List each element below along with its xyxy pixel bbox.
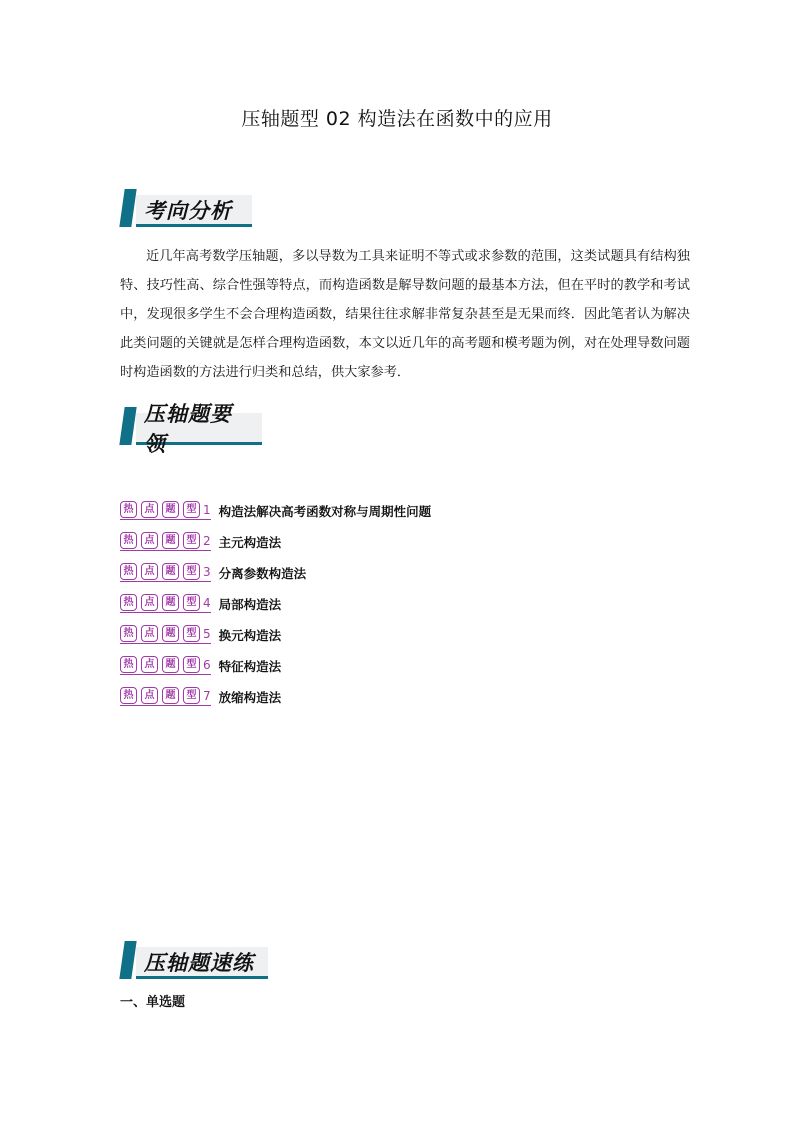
topic-link[interactable] (120, 532, 211, 551)
topic-number: 2 (203, 533, 211, 548)
banner-label: 压轴题要领 (144, 401, 232, 456)
topic-item[interactable] (120, 619, 431, 650)
badge-icon: 题 (162, 563, 179, 580)
topic-item[interactable] (120, 588, 431, 619)
topic-link[interactable] (120, 594, 211, 613)
badge-icon: 热 (120, 625, 137, 642)
badge-icon: 热 (120, 656, 137, 673)
banner-stripe (119, 407, 136, 445)
topic-label: 换元构造法 (218, 627, 282, 643)
banner-label: 压轴题速练 (144, 950, 254, 975)
page-title: 压轴题型 02 构造法在函数中的应用 (241, 108, 553, 130)
badge-icon: 题 (162, 532, 179, 549)
badge-icon: 型 (183, 656, 200, 673)
badge-icon: 型 (183, 625, 200, 642)
badge-icon: 型 (183, 501, 200, 518)
banner-stripe (119, 941, 136, 979)
badge-icon: 热 (120, 563, 137, 580)
badge-icon: 点 (141, 501, 158, 518)
topic-label: 局部构造法 (218, 596, 282, 612)
topic-label: 构造法解决高考函数对称与周期性问题 (218, 503, 432, 519)
topic-item[interactable] (120, 557, 431, 588)
topic-number: 7 (203, 688, 211, 703)
topic-item[interactable] (120, 495, 431, 526)
badge-icon: 点 (141, 532, 158, 549)
badge-icon: 点 (141, 687, 158, 704)
topic-label: 特征构造法 (218, 658, 282, 674)
badge-icon: 点 (141, 563, 158, 580)
topic-link[interactable] (120, 687, 211, 706)
topic-link[interactable] (120, 501, 211, 520)
intro-paragraph: 近几年高考数学压轴题，多以导数为工具来证明不等式或求参数的范围，这类试题具有结构独特、技巧性高、综合性强等特点，而构造函数是解导数问题的最基本方法，但在平时的教学和考试中，发现很多学生不会合理构造函数，结果往往求解非常复杂甚至是无果而终．因此笔者认为解决此类问题的关键就是怎样合理构造函数，本文以近几年的高考题和模考题为例，对在处理导数问题时构造函数的方法进行归类和总结，供大家参考． (120, 249, 690, 380)
badge-icon: 型 (183, 687, 200, 704)
banner-box (136, 401, 262, 456)
banner-label: 考向分析 (144, 198, 232, 223)
topic-label: 放缩构造法 (218, 689, 282, 705)
topic-list (120, 495, 431, 712)
badge-icon: 题 (162, 656, 179, 673)
badge-icon: 热 (120, 594, 137, 611)
topic-label: 分离参数构造法 (218, 565, 307, 581)
badge-icon: 热 (120, 501, 137, 518)
badge-icon: 点 (141, 625, 158, 642)
badge-icon: 题 (162, 625, 179, 642)
topic-link[interactable] (120, 563, 211, 582)
section-heading: 一、单选题 (120, 995, 186, 1010)
badge-icon: 型 (183, 594, 200, 611)
topic-label: 主元构造法 (218, 534, 282, 550)
badge-icon: 题 (162, 501, 179, 518)
badge-icon: 题 (162, 687, 179, 704)
topic-link[interactable] (120, 656, 211, 675)
badge-icon: 题 (162, 594, 179, 611)
topic-item[interactable] (120, 650, 431, 681)
badge-icon: 热 (120, 532, 137, 549)
badge-icon: 型 (183, 532, 200, 549)
topic-item[interactable] (120, 681, 431, 712)
badge-icon: 点 (141, 656, 158, 673)
topic-link[interactable] (120, 625, 211, 644)
topic-item[interactable] (120, 526, 431, 557)
topic-number: 1 (203, 502, 211, 517)
badge-icon: 型 (183, 563, 200, 580)
badge-icon: 热 (120, 687, 137, 704)
banner-box (136, 947, 268, 979)
badge-icon: 点 (141, 594, 158, 611)
topic-number: 6 (203, 657, 211, 672)
topic-number: 5 (203, 626, 211, 641)
banner-box (136, 195, 252, 227)
topic-number: 3 (203, 564, 211, 579)
banner-stripe (119, 189, 136, 227)
topic-number: 4 (203, 595, 211, 610)
